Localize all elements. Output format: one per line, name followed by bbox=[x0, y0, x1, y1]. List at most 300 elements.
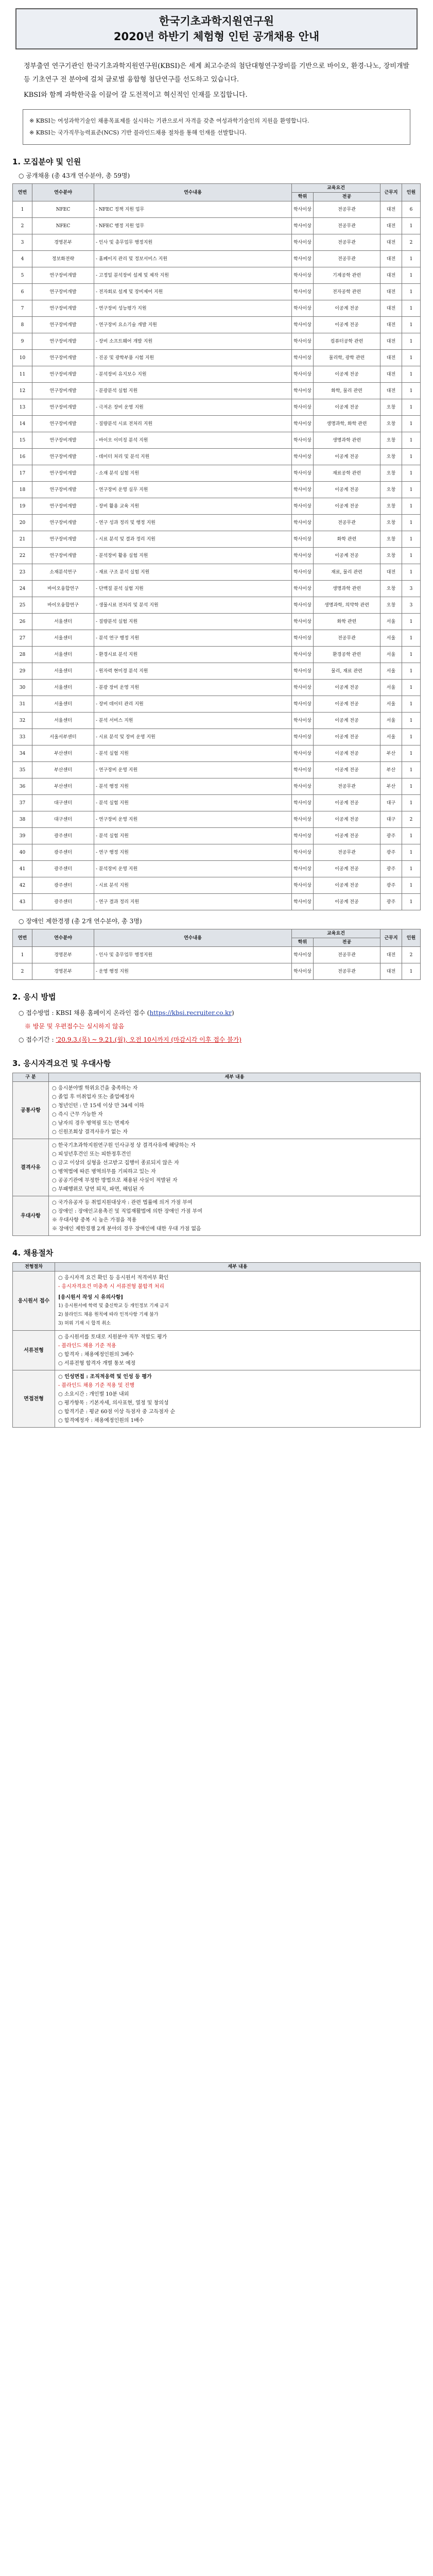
qual-pref-4: ※ 장애인 제한경쟁 2개 분야의 경우 장애인에 대한 우대 가점 없음 bbox=[52, 1226, 201, 1232]
row-count: 2 bbox=[402, 811, 421, 828]
row-field: 부산센터 bbox=[32, 778, 94, 795]
table-row bbox=[13, 498, 421, 515]
table-row bbox=[13, 416, 421, 432]
row-count: 1 bbox=[402, 795, 421, 811]
row-count: 1 bbox=[402, 745, 421, 762]
row-count: 3 bbox=[402, 581, 421, 597]
qual-common-label: 공통사항 bbox=[13, 1082, 49, 1139]
row-field: 서울센터 bbox=[32, 680, 94, 696]
proc-doc-1: ○ 응시원서를 토대로 지원분야 직무 적합도 평가 bbox=[58, 1334, 167, 1340]
row-degree: 학사이상 bbox=[292, 663, 314, 680]
row-content: - 연구장비 요소기술 개발 지원 bbox=[94, 317, 292, 333]
row-no: 15 bbox=[13, 432, 32, 449]
row-major: 전자공학 관련 bbox=[314, 284, 380, 300]
row-count: 1 bbox=[402, 317, 421, 333]
row-major: 이공계 전공 bbox=[314, 811, 380, 828]
row-degree: 학사이상 bbox=[292, 548, 314, 564]
row-count: 2 bbox=[402, 234, 421, 251]
qual-disqual-4: ○ 병역법에 따른 병역의무를 기피하고 있는 자 bbox=[52, 1169, 156, 1175]
row-degree: 학사이상 bbox=[292, 416, 314, 432]
qual-common-detail bbox=[49, 1082, 421, 1139]
row-place: 부산 bbox=[380, 778, 402, 795]
row-no: 35 bbox=[13, 762, 32, 778]
row-no: 21 bbox=[13, 531, 32, 548]
row-no: 3 bbox=[13, 234, 32, 251]
th-count: 인원 bbox=[402, 184, 421, 201]
row-no: 2 bbox=[13, 963, 32, 980]
row-place: 광주 bbox=[380, 828, 402, 844]
table-row bbox=[13, 515, 421, 531]
row-major: 이공계 전공 bbox=[314, 828, 380, 844]
row-field: 서울센터 bbox=[32, 614, 94, 630]
row-place: 대구 bbox=[380, 795, 402, 811]
row-major: 생명과학, 의약학 관련 bbox=[314, 597, 380, 614]
qual-common-6: ○ 신원조회상 결격사유가 없는 자 bbox=[52, 1129, 128, 1135]
row-degree: 학사이상 bbox=[292, 251, 314, 267]
table-row bbox=[13, 350, 421, 366]
row-no: 37 bbox=[13, 795, 32, 811]
row-place: 서울 bbox=[380, 614, 402, 630]
row-content: - 분석장비 유지보수 지원 bbox=[94, 366, 292, 383]
row-count: 1 bbox=[402, 399, 421, 416]
row-major: 이공계 전공 bbox=[314, 399, 380, 416]
th-place: 근무지 bbox=[380, 184, 402, 201]
row-count: 1 bbox=[402, 663, 421, 680]
qual-disqual-1: ○ 한국기초과학지원연구원 인사규정 상 결격사유에 해당하는 자 bbox=[52, 1143, 196, 1148]
row-field: 연구장비개발 bbox=[32, 531, 94, 548]
row-place: 오창 bbox=[380, 581, 402, 597]
proc-apply-1: ○ 응시자격 요건 확인 등 응시원서 적격여부 확인 bbox=[58, 1275, 169, 1281]
proc-interview-3: ○ 소요시간 : 개인별 10분 내외 bbox=[58, 1392, 129, 1397]
row-count: 1 bbox=[402, 284, 421, 300]
row-major: 컴퓨터공학 관련 bbox=[314, 333, 380, 350]
row-no: 24 bbox=[13, 581, 32, 597]
row-degree: 학사이상 bbox=[292, 432, 314, 449]
row-field: 광주센터 bbox=[32, 844, 94, 861]
row-major: 이공계 전공 bbox=[314, 300, 380, 317]
table-row bbox=[13, 844, 421, 861]
row-major: 이공계 전공 bbox=[314, 745, 380, 762]
row-count: 1 bbox=[402, 696, 421, 713]
row-content: - 연구 행정 지원 bbox=[94, 844, 292, 861]
table-row bbox=[13, 729, 421, 745]
table-row bbox=[13, 963, 421, 980]
proc-th-detail: 세부 내용 bbox=[55, 1263, 421, 1272]
th2-edu: 교육요건 bbox=[292, 929, 380, 938]
row-content: - 홈페이지 관리 및 정보서비스 지원 bbox=[94, 251, 292, 267]
table-row bbox=[13, 284, 421, 300]
table-row bbox=[13, 762, 421, 778]
qual-common-2: ○ 졸업 후 미취업자 또는 졸업예정자 bbox=[52, 1094, 134, 1100]
row-place: 오창 bbox=[380, 498, 402, 515]
table-row bbox=[13, 531, 421, 548]
th-degree: 학위 bbox=[292, 193, 314, 201]
proc-th-step: 전형절차 bbox=[13, 1263, 55, 1272]
row-content: - 단백질 분석 실험 지원 bbox=[94, 581, 292, 597]
row-content: - 분석장비 활용 실험 지원 bbox=[94, 548, 292, 564]
row-degree: 학사이상 bbox=[292, 300, 314, 317]
row-degree: 학사이상 bbox=[292, 581, 314, 597]
section-3-title: 3. 응시자격요건 및 우대사항 bbox=[12, 1059, 111, 1068]
row-degree: 학사이상 bbox=[292, 201, 314, 218]
row-count: 2 bbox=[402, 947, 421, 963]
row-content: - 분광 장비 운영 지원 bbox=[94, 680, 292, 696]
table-row bbox=[13, 333, 421, 350]
row-count: 1 bbox=[402, 564, 421, 581]
proc-doc-label: 서류전형 bbox=[13, 1331, 55, 1370]
row-degree: 학사이상 bbox=[292, 614, 314, 630]
qual-pref-detail bbox=[49, 1196, 421, 1236]
row-major: 환경공학 관련 bbox=[314, 647, 380, 663]
row-degree: 학사이상 bbox=[292, 630, 314, 647]
row-no: 10 bbox=[13, 350, 32, 366]
row-major: 이공계 전공 bbox=[314, 696, 380, 713]
row-no: 11 bbox=[13, 366, 32, 383]
th-edu: 교육요건 bbox=[292, 184, 380, 193]
row-place: 오창 bbox=[380, 432, 402, 449]
row-no: 41 bbox=[13, 861, 32, 877]
row-degree: 학사이상 bbox=[292, 597, 314, 614]
row-degree: 학사이상 bbox=[292, 844, 314, 861]
row-content: - 시료 분석 지원 bbox=[94, 877, 292, 894]
qual-common-1: ○ 응시분야별 학위요건을 충족하는 자 bbox=[52, 1086, 138, 1091]
row-field: 연구장비개발 bbox=[32, 366, 94, 383]
table-row bbox=[13, 366, 421, 383]
th2-count: 인원 bbox=[402, 929, 421, 947]
proc-doc-4: ○ 서류전형 합격자 개별 통보 예정 bbox=[58, 1361, 136, 1366]
row-no: 13 bbox=[13, 399, 32, 416]
row-field: 부산센터 bbox=[32, 762, 94, 778]
row-place: 광주 bbox=[380, 861, 402, 877]
row-no: 36 bbox=[13, 778, 32, 795]
row-content: - 원자력 현미경 분석 지원 bbox=[94, 663, 292, 680]
row-field: 서울센터 bbox=[32, 647, 94, 663]
proc-interview-5: ○ 합격기준 : 평균 60점 이상 득점자 중 고득점자 순 bbox=[58, 1409, 176, 1415]
qual-pref-2: ○ 장애인 : 장애인고용촉진 및 직업재활법에 의한 장애인 가점 부여 bbox=[52, 1209, 202, 1214]
row-place: 대전 bbox=[380, 350, 402, 366]
row-place: 대전 bbox=[380, 284, 402, 300]
th-field: 연수분야 bbox=[32, 184, 94, 201]
row-field: 광주센터 bbox=[32, 861, 94, 877]
row-field: 연구장비개발 bbox=[32, 267, 94, 284]
row-count: 1 bbox=[402, 680, 421, 696]
row-no: 22 bbox=[13, 548, 32, 564]
row-place: 오창 bbox=[380, 597, 402, 614]
apply-method-text: ○ 접수방법 : KBSI 채용 홈페이지 온라인 접수 ( bbox=[19, 1009, 150, 1016]
row-no: 42 bbox=[13, 877, 32, 894]
table-row bbox=[13, 218, 421, 234]
row-content: - 극저온 장비 운영 지원 bbox=[94, 399, 292, 416]
row-major: 화학 관련 bbox=[314, 614, 380, 630]
row-place: 오창 bbox=[380, 465, 402, 482]
row-place: 서울 bbox=[380, 663, 402, 680]
row-degree: 학사이상 bbox=[292, 696, 314, 713]
qual-disqual-3: ○ 금고 이상의 실형을 선고받고 집행이 종료되지 않은 자 bbox=[52, 1160, 179, 1166]
row-major: 생명과학 관련 bbox=[314, 581, 380, 597]
row-content: - 장비 데이터 관리 지원 bbox=[94, 696, 292, 713]
row-no: 5 bbox=[13, 267, 32, 284]
intro bbox=[12, 49, 421, 102]
qual-common-3: ○ 청년인턴 : 만 15세 이상 만 34세 이하 bbox=[52, 1103, 144, 1109]
table-row bbox=[13, 465, 421, 482]
row-count: 3 bbox=[402, 597, 421, 614]
note-2: ※ KBSI는 국가직무능력표준(NCS) 기반 블라인드채용 절차를 통해 인재를 선발합니다. bbox=[29, 129, 247, 136]
proc-apply-6: 3) 허위 기재 시 합격 취소 bbox=[58, 1321, 111, 1326]
row-count: 1 bbox=[402, 778, 421, 795]
row-degree: 학사이상 bbox=[292, 531, 314, 548]
row-major: 전공무관 bbox=[314, 844, 380, 861]
row-no: 17 bbox=[13, 465, 32, 482]
row-content: - 분석장비 운영 지원 bbox=[94, 861, 292, 877]
row-place: 대전 bbox=[380, 218, 402, 234]
row-place: 오창 bbox=[380, 482, 402, 498]
row-count: 1 bbox=[402, 432, 421, 449]
row-field: 연구장비개발 bbox=[32, 284, 94, 300]
row-no: 33 bbox=[13, 729, 32, 745]
table-row bbox=[13, 663, 421, 680]
row-count: 1 bbox=[402, 383, 421, 399]
qual-pref-3: ※ 우대사항 중복 시 높은 가점을 적용 bbox=[52, 1217, 137, 1223]
table-row bbox=[13, 894, 421, 910]
table-row bbox=[13, 449, 421, 465]
row-major: 이공계 전공 bbox=[314, 762, 380, 778]
row-field: 광주센터 bbox=[32, 894, 94, 910]
row-major: 전공무관 bbox=[314, 218, 380, 234]
table-row bbox=[13, 234, 421, 251]
th-major: 전공 bbox=[314, 193, 380, 201]
row-content: - 시료 분석 및 장비 운영 지원 bbox=[94, 729, 292, 745]
th2-field: 연수분야 bbox=[32, 929, 94, 947]
row-field: 연구장비개발 bbox=[32, 548, 94, 564]
row-place: 오창 bbox=[380, 399, 402, 416]
table-row bbox=[13, 548, 421, 564]
row-count: 1 bbox=[402, 449, 421, 465]
row-content: - 바이오 이미징 분석 지원 bbox=[94, 432, 292, 449]
row-content: - 질량분석 실험 지원 bbox=[94, 614, 292, 630]
row-content: - 전자회로 설계 및 장비제어 지원 bbox=[94, 284, 292, 300]
row-field: 연구장비개발 bbox=[32, 515, 94, 531]
proc-doc-3: ○ 합격자 : 채용예정인원의 3배수 bbox=[58, 1352, 134, 1358]
table-row bbox=[13, 630, 421, 647]
row-count: 1 bbox=[402, 828, 421, 844]
row-place: 대전 bbox=[380, 201, 402, 218]
row-no: 6 bbox=[13, 284, 32, 300]
row-no: 38 bbox=[13, 811, 32, 828]
row-content: - 분석 행정 지원 bbox=[94, 778, 292, 795]
row-major: 이공계 전공 bbox=[314, 449, 380, 465]
row-field: 연구장비개발 bbox=[32, 432, 94, 449]
row-no: 43 bbox=[13, 894, 32, 910]
row-content: - 인사 및 총무업무 행정지원 bbox=[94, 947, 292, 963]
row-major: 물리학, 광학 관련 bbox=[314, 350, 380, 366]
proc-interview-6: ○ 합격예정자 : 채용예정인원의 1배수 bbox=[58, 1418, 144, 1423]
proc-interview-1: ○ 인성면접 : 조직적응력 및 인성 등 평가 bbox=[58, 1374, 152, 1380]
row-major: 전공무관 bbox=[314, 778, 380, 795]
recruit-link[interactable]: https://kbsi.recruiter.co.kr bbox=[149, 1009, 232, 1016]
table-row bbox=[13, 828, 421, 844]
apply-line-3 bbox=[19, 1033, 421, 1046]
table-row bbox=[13, 564, 421, 581]
row-field: 대구센터 bbox=[32, 811, 94, 828]
row-degree: 학사이상 bbox=[292, 465, 314, 482]
row-place: 대전 bbox=[380, 267, 402, 284]
table-row bbox=[13, 597, 421, 614]
apply-method bbox=[19, 1006, 421, 1046]
row-content: - 분석 서비스 지원 bbox=[94, 713, 292, 729]
th2-major: 전공 bbox=[314, 938, 380, 947]
row-degree: 학사이상 bbox=[292, 762, 314, 778]
apply-line-1 bbox=[19, 1006, 421, 1020]
row-place: 대전 bbox=[380, 251, 402, 267]
row-field: 대구센터 bbox=[32, 795, 94, 811]
row-count: 1 bbox=[402, 482, 421, 498]
row-count: 1 bbox=[402, 366, 421, 383]
qual-disqual-6: ○ 부패행위로 당연 퇴직, 파면, 해임된 자 bbox=[52, 1187, 145, 1192]
row-field: 연구장비개발 bbox=[32, 333, 94, 350]
row-content: - 연구장비 성능평가 지원 bbox=[94, 300, 292, 317]
th-content: 연수내용 bbox=[94, 184, 292, 201]
row-count: 1 bbox=[402, 515, 421, 531]
row-place: 부산 bbox=[380, 745, 402, 762]
row-degree: 학사이상 bbox=[292, 680, 314, 696]
row-content: - 질량분석 시료 전처리 지원 bbox=[94, 416, 292, 432]
row-place: 서울 bbox=[380, 630, 402, 647]
row-major: 전공무관 bbox=[314, 515, 380, 531]
apply-method-close: ) bbox=[232, 1009, 234, 1016]
row-degree: 학사이상 bbox=[292, 333, 314, 350]
qual-th-category: 구 분 bbox=[13, 1073, 49, 1082]
row-field: 서울센터 bbox=[32, 713, 94, 729]
row-content: - 분석 연구 행정 지원 bbox=[94, 630, 292, 647]
process-table bbox=[12, 1262, 421, 1428]
row-major: 물리, 재료 관련 bbox=[314, 663, 380, 680]
qual-common-5: ○ 남자의 경우 병역필 또는 면제자 bbox=[52, 1121, 130, 1126]
row-degree: 학사이상 bbox=[292, 515, 314, 531]
row-no: 28 bbox=[13, 647, 32, 663]
row-count: 1 bbox=[402, 251, 421, 267]
note-1: ※ KBSI는 여성과학기술인 채용목표제를 실시하는 기관으로서 자격을 갖춘 여성과학기술인의 지원을 환영합니다. bbox=[29, 117, 309, 124]
row-degree: 학사이상 bbox=[292, 399, 314, 416]
proc-apply-detail bbox=[55, 1272, 421, 1331]
row-place: 오창 bbox=[380, 515, 402, 531]
row-place: 서울 bbox=[380, 729, 402, 745]
row-field: 연구장비개발 bbox=[32, 416, 94, 432]
table-row bbox=[13, 201, 421, 218]
row-content: - 고정밀 분석장비 설계 및 제작 지원 bbox=[94, 267, 292, 284]
row-content: - 연구 결과 정리 지원 bbox=[94, 894, 292, 910]
apply-period-label: ○ 접수기간 : bbox=[19, 1036, 56, 1043]
row-no: 12 bbox=[13, 383, 32, 399]
row-place: 광주 bbox=[380, 844, 402, 861]
row-field: 연구장비개발 bbox=[32, 383, 94, 399]
row-no: 7 bbox=[13, 300, 32, 317]
row-degree: 학사이상 bbox=[292, 778, 314, 795]
row-place: 대전 bbox=[380, 383, 402, 399]
row-major: 이공계 전공 bbox=[314, 366, 380, 383]
row-count: 1 bbox=[402, 963, 421, 980]
row-field: 연구장비개발 bbox=[32, 350, 94, 366]
row-place: 대전 bbox=[380, 317, 402, 333]
row-content: - 진공 및 광학부품 시험 지원 bbox=[94, 350, 292, 366]
qual-disqual-2: ○ 피성년후견인 또는 피한정후견인 bbox=[52, 1151, 131, 1157]
proc-interview-label: 면접전형 bbox=[13, 1370, 55, 1428]
row-major: 전공무관 bbox=[314, 201, 380, 218]
intro-paragraph-1: 정부출연 연구기관인 한국기초과학지원연구원(KBSI)은 세계 최고수준의 첨단대형연구장비를 기반으로 바이오, 환경·나노, 장비개발 등 기초연구 전 분야에 걸쳐 글로벌 융합형 첨단연구를 선도하고 있습니다. bbox=[24, 62, 409, 83]
row-count: 6 bbox=[402, 201, 421, 218]
row-field: 소재분석연구 bbox=[32, 564, 94, 581]
proc-apply-2: - 응시자격요건 미충족 시 서류전형 불합격 처리 bbox=[58, 1284, 164, 1290]
table-row bbox=[13, 877, 421, 894]
row-count: 1 bbox=[402, 416, 421, 432]
row-no: 27 bbox=[13, 630, 32, 647]
row-no: 8 bbox=[13, 317, 32, 333]
proc-interview-2: - 블라인드 채용 기준 적용 및 진행 bbox=[58, 1383, 135, 1388]
row-count: 1 bbox=[402, 350, 421, 366]
row-place: 서울 bbox=[380, 680, 402, 696]
row-count: 1 bbox=[402, 713, 421, 729]
row-place: 부산 bbox=[380, 762, 402, 778]
qual-disqual-detail bbox=[49, 1139, 421, 1196]
row-degree: 학사이상 bbox=[292, 234, 314, 251]
row-field: 정보화전략 bbox=[32, 251, 94, 267]
proc-interview-detail bbox=[55, 1370, 421, 1428]
row-count: 1 bbox=[402, 844, 421, 861]
proc-apply-4: 1) 응시원서에 학력 및 출신학교 등 개인정보 기재 금지 bbox=[58, 1303, 169, 1309]
table-row bbox=[13, 581, 421, 597]
title-line-1: 한국기초과학지원연구원 bbox=[159, 15, 274, 27]
row-content: - 인사 및 총무업무 행정지원 bbox=[94, 234, 292, 251]
row-major: 이공계 전공 bbox=[314, 680, 380, 696]
row-major: 재료, 물리 관련 bbox=[314, 564, 380, 581]
table-row bbox=[13, 251, 421, 267]
row-content: - 시료 분석 및 결과 정리 지원 bbox=[94, 531, 292, 548]
row-place: 대전 bbox=[380, 963, 402, 980]
row-field: 광주센터 bbox=[32, 828, 94, 844]
row-degree: 학사이상 bbox=[292, 564, 314, 581]
proc-apply-5: 2) 블라인드 채용 원칙에 따라 인적사항 기재 불가 bbox=[58, 1312, 159, 1317]
row-major: 생명과학, 화학 관련 bbox=[314, 416, 380, 432]
section-1b-subtitle: ○ 장애인 제한경쟁 (총 2개 연수분야, 총 3명) bbox=[19, 918, 142, 925]
row-degree: 학사이상 bbox=[292, 947, 314, 963]
proc-doc-2: - 블라인드 채용 기준 적용 bbox=[58, 1343, 116, 1349]
qual-pref-1: ○ 국가유공자 등 취업지원대상자 : 관련 법률에 의거 가점 부여 bbox=[52, 1200, 193, 1206]
row-field: 연구장비개발 bbox=[32, 317, 94, 333]
row-content: - 장비 소프트웨어 개발 지원 bbox=[94, 333, 292, 350]
th-no: 연번 bbox=[13, 184, 32, 201]
row-degree: 학사이상 bbox=[292, 366, 314, 383]
row-no: 2 bbox=[13, 218, 32, 234]
row-degree: 학사이상 bbox=[292, 284, 314, 300]
proc-doc-detail bbox=[55, 1331, 421, 1370]
row-degree: 학사이상 bbox=[292, 811, 314, 828]
row-count: 1 bbox=[402, 531, 421, 548]
row-degree: 학사이상 bbox=[292, 267, 314, 284]
table-row bbox=[13, 300, 421, 317]
row-major: 이공계 전공 bbox=[314, 548, 380, 564]
row-degree: 학사이상 bbox=[292, 218, 314, 234]
row-no: 4 bbox=[13, 251, 32, 267]
table-row bbox=[13, 713, 421, 729]
row-no: 31 bbox=[13, 696, 32, 713]
table-row bbox=[13, 861, 421, 877]
row-no: 25 bbox=[13, 597, 32, 614]
qual-disqual-label: 결격사유 bbox=[13, 1139, 49, 1196]
table-row bbox=[13, 795, 421, 811]
proc-apply-label: 응시원서 접수 bbox=[13, 1272, 55, 1331]
row-no: 29 bbox=[13, 663, 32, 680]
row-degree: 학사이상 bbox=[292, 713, 314, 729]
row-place: 서울 bbox=[380, 647, 402, 663]
